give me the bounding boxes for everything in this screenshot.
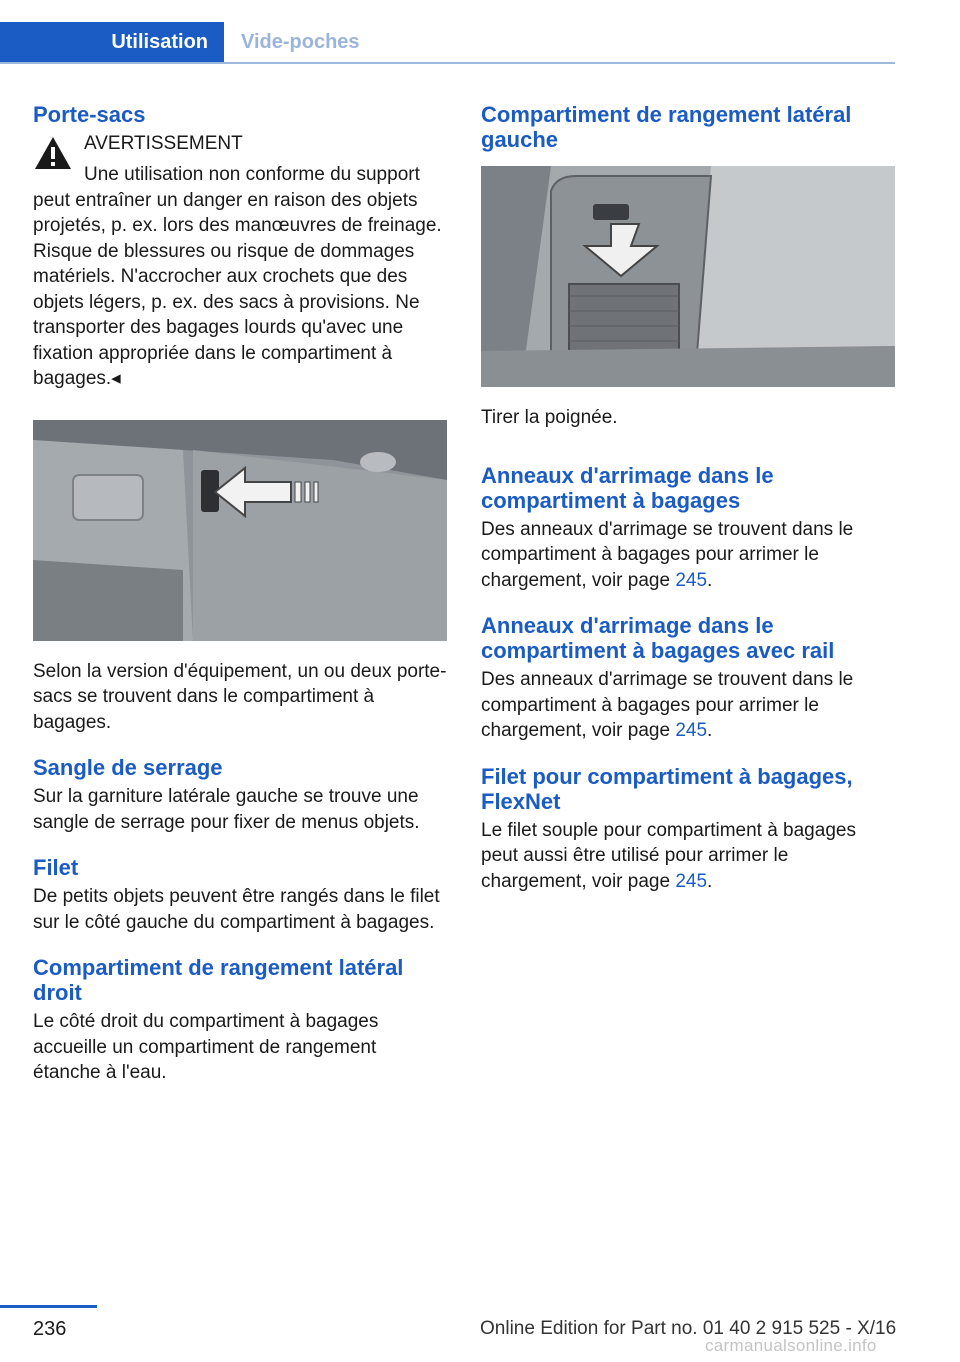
sangle-body: Sur la garniture latérale gauche se trouve une sangle de serrage pour fixer de menus objets. xyxy=(33,786,420,833)
left-column xyxy=(33,102,447,1086)
watermark: carmanualsonline.info xyxy=(705,1336,877,1355)
heading-filet: Filet xyxy=(33,855,79,880)
section-filet xyxy=(33,855,447,935)
heading-porte-sacs: Porte-sacs xyxy=(33,102,146,127)
section-flexnet xyxy=(481,764,895,895)
filet-body: De petits objets peuvent être rangés dans le filet sur le côté gauche du compartiment à bagages. xyxy=(33,886,440,933)
rangement-droit-body: Le côté droit du compartiment à bagages accueille un compartiment de rangement étanche à l'eau. xyxy=(33,1011,379,1083)
heading-anneaux: Anneaux d'arrimage dans le compartiment à bagages xyxy=(481,462,774,513)
rangement-gauche-body: Tirer la poignée. xyxy=(481,407,618,428)
heading-rangement-gauche: Compartiment de rangement latéral gauche xyxy=(481,102,852,152)
flexnet-body: Le filet souple pour compartiment à bagages peut aussi être utilisé pour arrimer le chargement, voir page 245. xyxy=(481,819,856,892)
warning-triangle-icon xyxy=(33,135,73,171)
warning-text-first-line: Une utilisation non conforme du support xyxy=(84,164,420,185)
tab-utilisation[interactable]: Utilisation xyxy=(0,22,224,62)
right-column xyxy=(481,102,895,894)
heading-rangement-droit: Compartiment de rangement latéral droit xyxy=(33,955,404,1005)
warning-block xyxy=(33,131,447,392)
page-link-245[interactable]: 245 xyxy=(675,870,708,892)
header-bar xyxy=(0,0,895,64)
page-link-245[interactable]: 245 xyxy=(675,569,708,591)
section-sangle xyxy=(33,755,447,835)
section-anneaux-rail xyxy=(481,613,895,744)
storage-compartment-illustration xyxy=(481,166,895,387)
heading-sangle: Sangle de serrage xyxy=(33,755,223,780)
section-anneaux xyxy=(481,463,895,594)
tab-vide-poches[interactable]: Vide-poches xyxy=(241,30,360,53)
edition-note: Online Edition for Part no. 01 40 2 915 525 - X/16 xyxy=(480,1318,897,1339)
heading-anneaux-rail: Anneaux d'arrimage dans le compartiment à bagages avec rail xyxy=(481,613,835,663)
page-number: 236 xyxy=(33,1318,67,1340)
heading-flexnet: Filet pour compartiment à bagages, FlexNet xyxy=(481,763,853,814)
page-link-245[interactable]: 245 xyxy=(675,720,708,741)
photo-bag-hook xyxy=(33,420,447,641)
anneaux-rail-body: Des anneaux d'arrimage se trouvent dans le compartiment à bagages pour arrimer le chargement, voir page 245. xyxy=(481,669,854,741)
photo-storage-left xyxy=(481,166,895,387)
footer-rule xyxy=(0,1305,97,1308)
warning-text: peut entraîner un danger en raison des objets projetés, p. ex. lors des manœuvres de freinage. Risque de blessures ou risque de dommages matériels. N'accrocher aux crochets que des objets légers, p. ex. des sacs à provisions. Ne transporter des bagages lourds qu'avec une fixation appropriée dans le compartiment à bagages.◂ xyxy=(33,189,442,389)
bag-hook-illustration xyxy=(33,420,447,641)
anneaux-body: Des anneaux d'arrimage se trouvent dans le compartiment à bagages pour arrimer le chargement, voir page 245. xyxy=(481,518,854,591)
porte-sacs-body: Selon la version d'équipement, un ou deux porte-sacs se trouvent dans le compartiment à bagages. xyxy=(33,660,447,733)
warning-title: AVERTISSEMENT xyxy=(84,133,243,154)
section-rangement-droit xyxy=(33,955,447,1086)
